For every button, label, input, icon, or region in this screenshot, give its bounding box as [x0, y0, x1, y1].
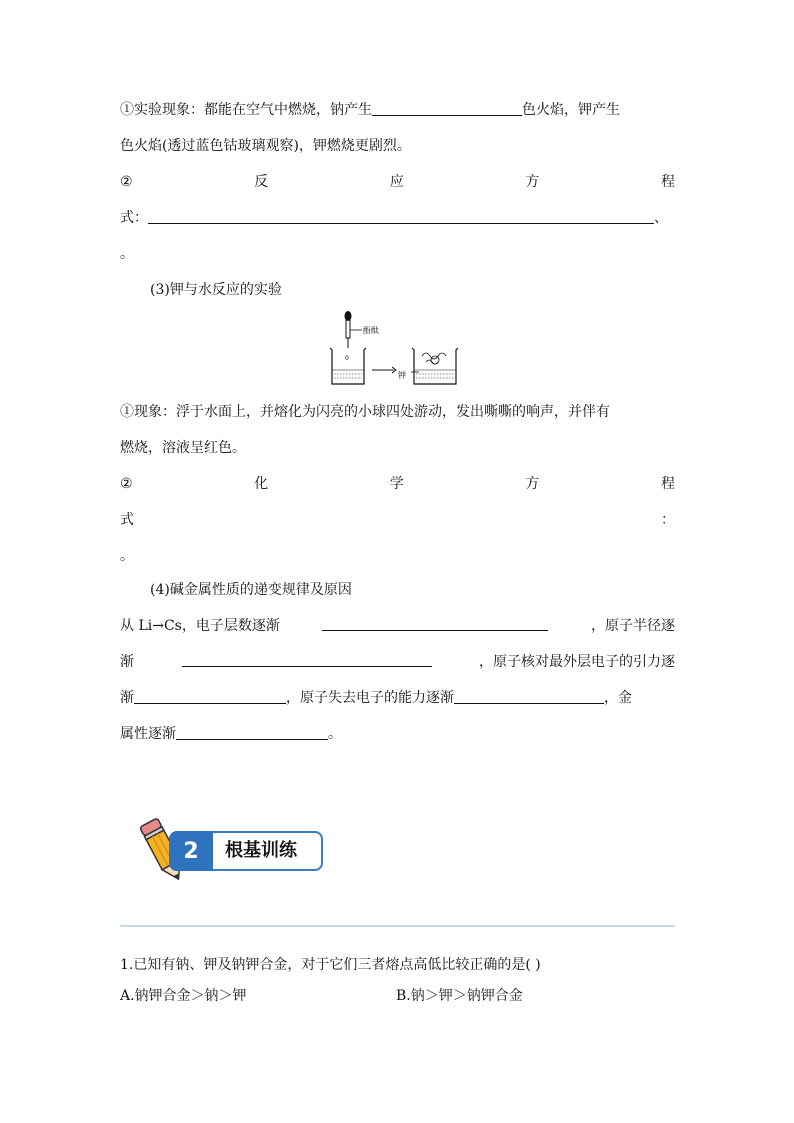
trend-line-1: 从 Li→Cs，电子层数逐渐 ，原子半径逐 — [120, 618, 675, 634]
answer-blank[interactable] — [454, 689, 604, 704]
answer-blank[interactable] — [176, 725, 328, 740]
section-title: 根基训练 — [225, 840, 297, 861]
option-a[interactable]: A.钠钾合金＞钠＞钾 — [120, 988, 247, 1004]
phenomenon-line-1: ①实验现象：都能在空气中燃烧，钠产生 色火焰，钾产生 — [120, 102, 620, 118]
answer-blank[interactable] — [322, 616, 548, 631]
subsection-title: (3)钾与水反应的实验 — [150, 282, 282, 298]
chemical-equation-line: 式 ： — [120, 512, 675, 528]
equation-line: 式： 、 — [120, 210, 668, 226]
chemical-equation-heading: ② 化 学 方 程 — [120, 476, 675, 492]
dropper-icon — [345, 311, 352, 348]
question-stem: 1.已知有钠、钾及钠钾合金，对于它们三者熔点高低比较正确的是( ) — [120, 957, 541, 973]
svg-text:0: 0 — [345, 355, 349, 362]
end-mark: 。 — [120, 246, 134, 262]
beaker-icon — [330, 348, 366, 384]
beaker-with-potassium-icon — [412, 348, 458, 384]
arrow-icon — [372, 367, 396, 373]
answer-blank[interactable] — [372, 101, 522, 116]
trend-line-3: 渐 ，原子失去电子的能力逐渐 ，金 — [120, 690, 632, 706]
answer-blank[interactable] — [148, 209, 654, 224]
end-mark: 。 — [120, 548, 134, 564]
divider — [120, 925, 675, 927]
potassium-water-apparatus-figure — [326, 308, 466, 388]
trend-line-4: 属性逐渐 。 — [120, 726, 342, 742]
figure-label-potassium: 钾 — [398, 371, 406, 380]
figure-label-phenolphthalein: 酚酞 — [363, 326, 379, 335]
observation-line-1: ①现象：浮于水面上，并熔化为闪亮的小球四处游动，发出嘶嘶的响声，并伴有 — [120, 404, 610, 420]
answer-blank[interactable] — [182, 652, 432, 667]
equation-heading: ② 反 应 方 程 — [120, 174, 675, 190]
answer-blank[interactable] — [134, 689, 286, 704]
option-b[interactable]: B.钠＞钾＞钠钾合金 — [396, 988, 523, 1004]
trend-line-2: 渐 ，原子核对最外层电子的引力逐 — [120, 654, 675, 670]
subsection-title: (4)碱金属性质的递变规律及原因 — [150, 582, 352, 598]
observation-line-2: 燃烧，溶液呈红色。 — [120, 440, 246, 456]
phenomenon-line-2: 色火焰(透过蓝色钴玻璃观察)，钾燃烧更剧烈。 — [120, 138, 411, 154]
section-header — [133, 815, 333, 885]
section-number: 2 — [169, 831, 213, 871]
